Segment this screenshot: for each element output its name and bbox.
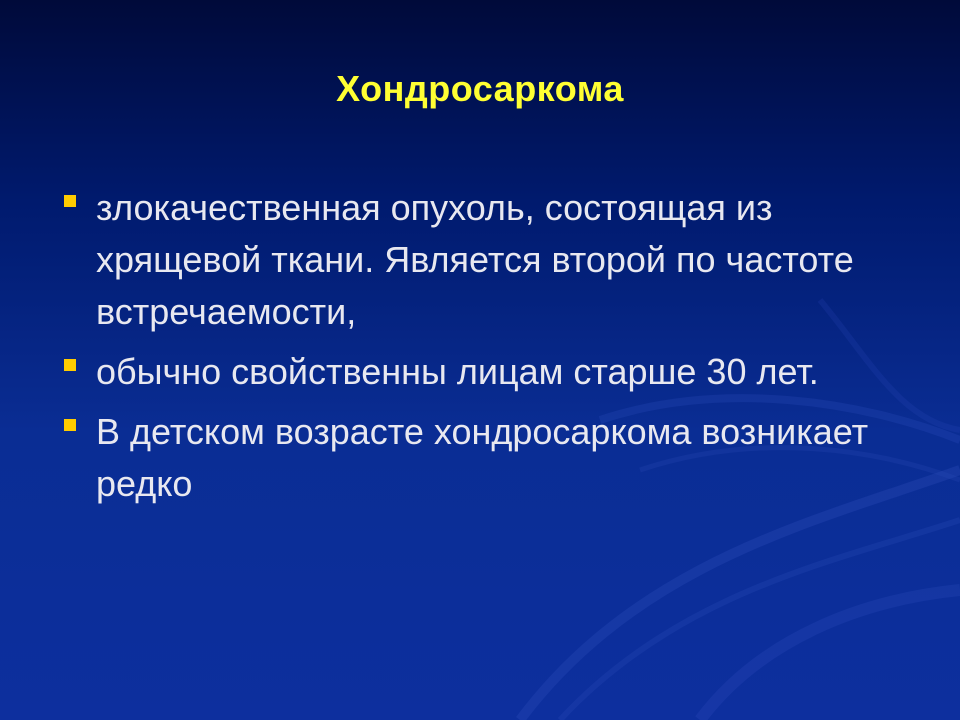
slide-title: Хондросаркома: [336, 68, 624, 109]
square-bullet-icon: [64, 359, 76, 371]
bullet-text: В детском возрасте хондросаркома возникает редко: [96, 411, 869, 504]
square-bullet-icon: [64, 195, 76, 207]
bullet-item: [62, 346, 922, 398]
bullet-list: [62, 182, 922, 518]
bullet-item: [62, 182, 922, 338]
square-bullet-icon: [64, 419, 76, 431]
bullet-text: злокачественная опухоль, состоящая из хрящевой ткани. Является второй по частоте встречаемости,: [96, 187, 854, 332]
bullet-text: обычно свойственны лицам старше 30 лет.: [96, 351, 819, 392]
bullet-item: [62, 406, 922, 510]
